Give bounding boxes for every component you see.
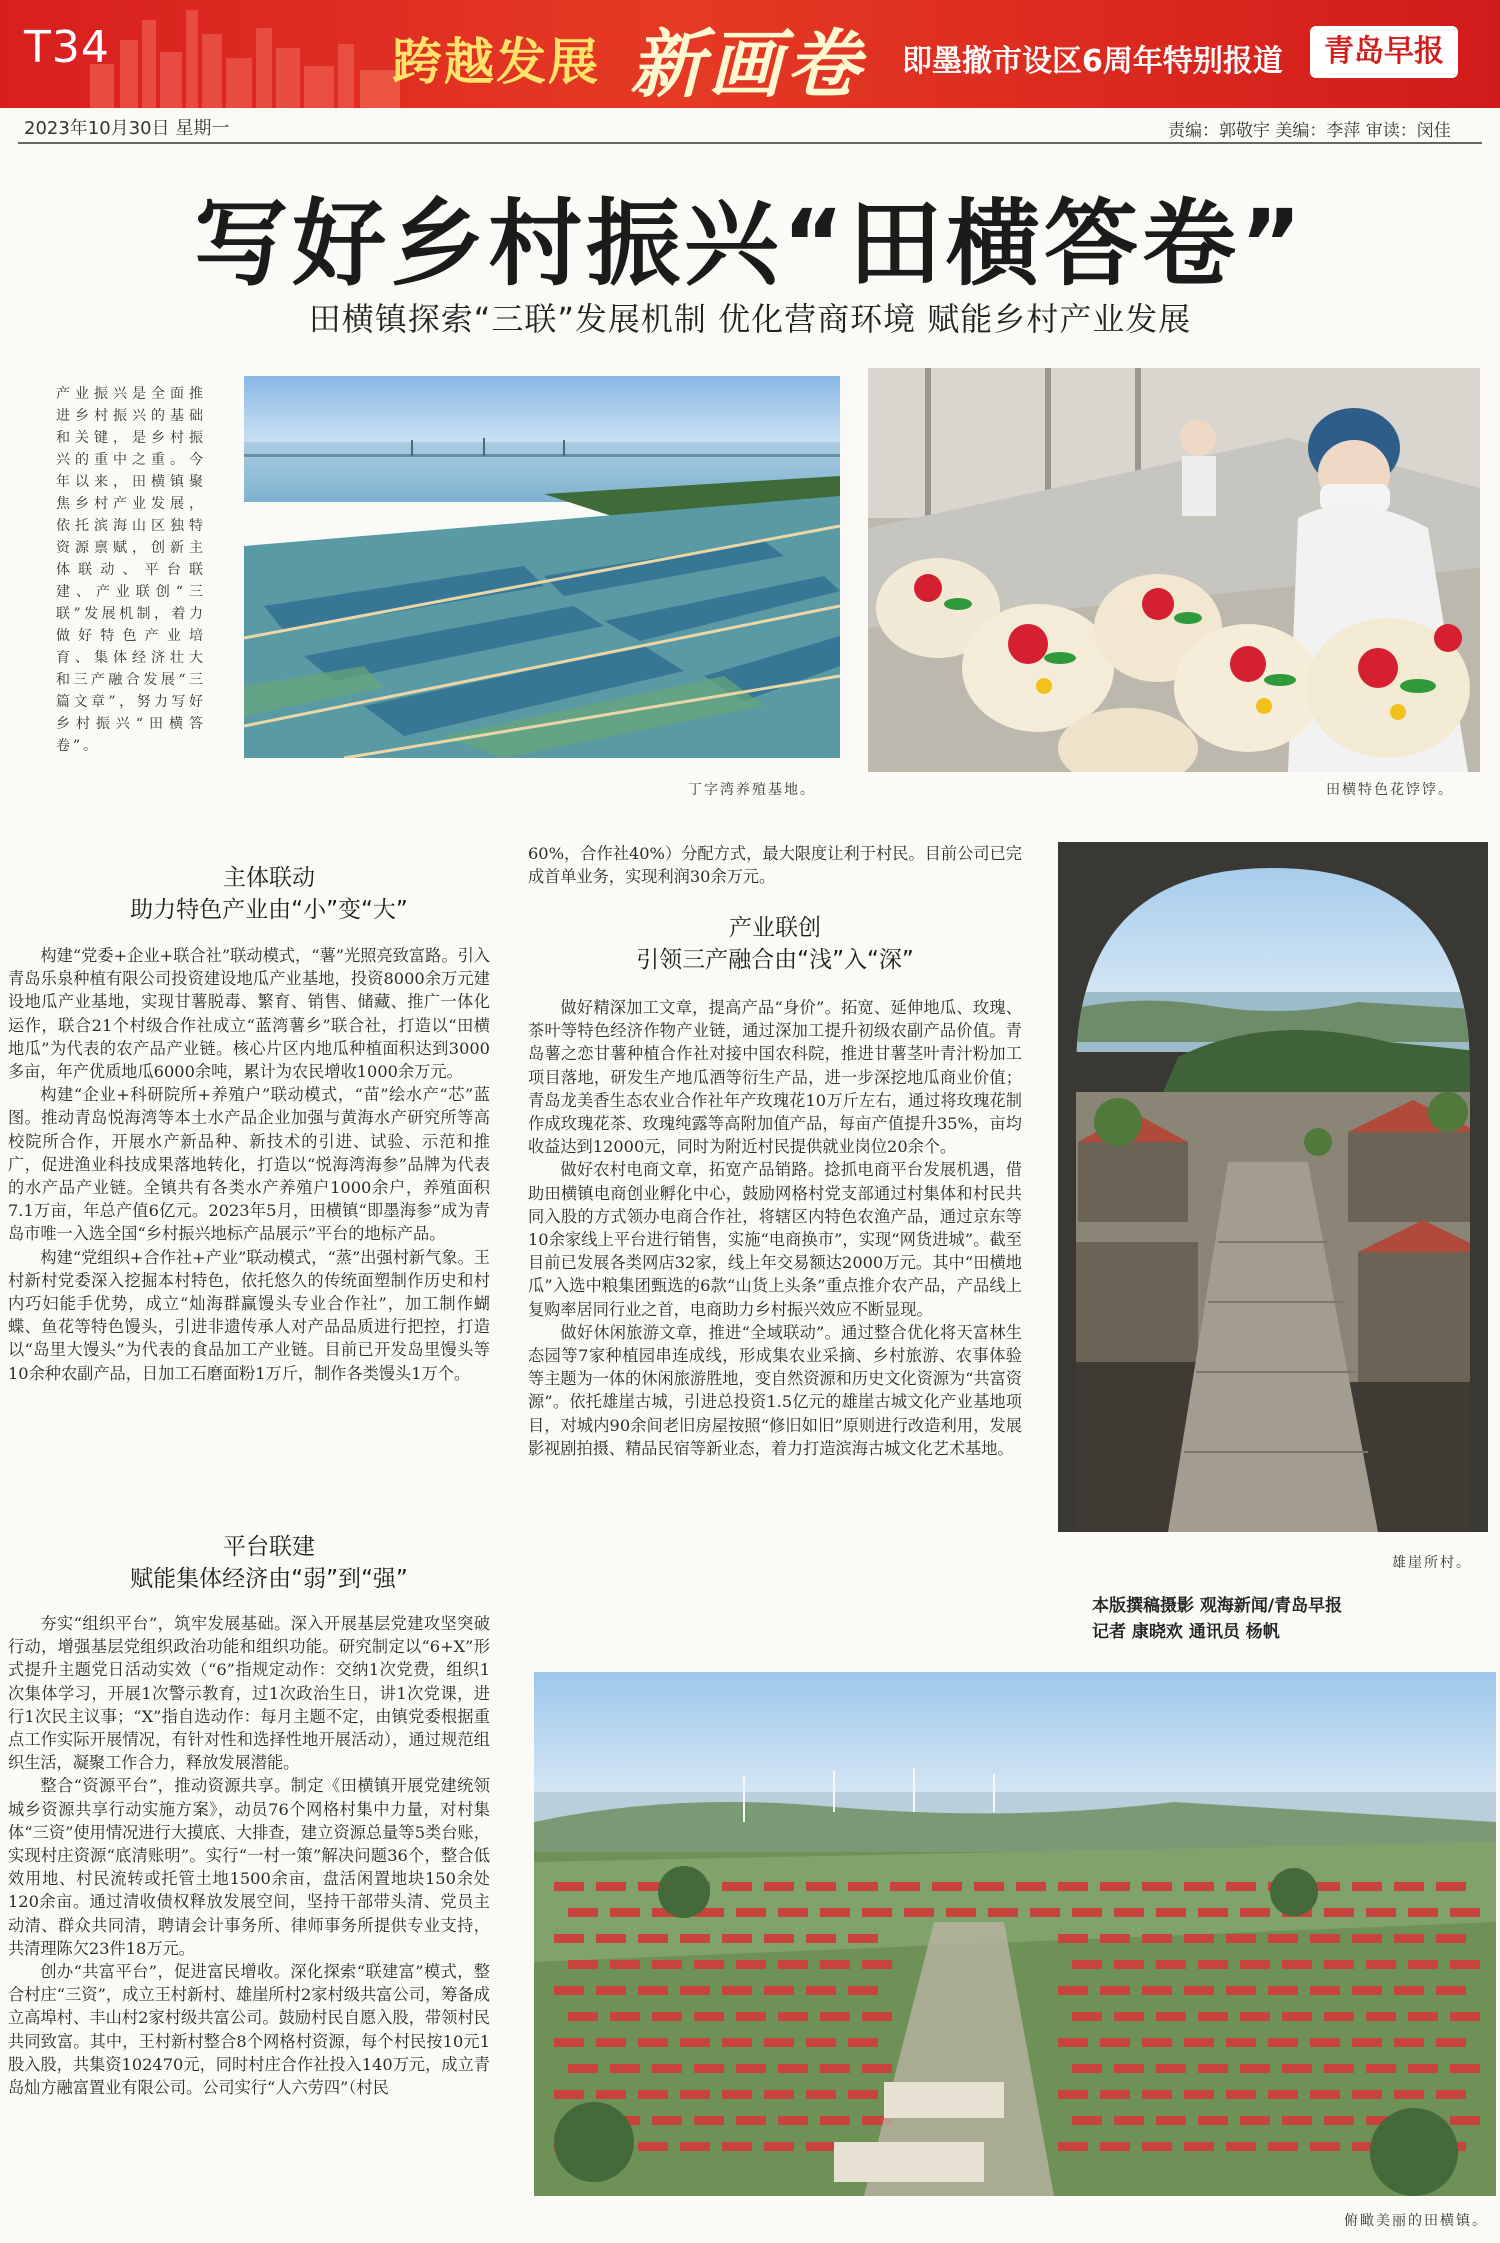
roof-shape xyxy=(1394,1934,1424,1943)
roof-shape xyxy=(1352,1986,1382,1995)
roof-shape xyxy=(1394,1986,1424,1995)
roof-shape xyxy=(680,1986,710,1995)
roof-shape xyxy=(596,1934,626,1943)
roof-shape xyxy=(736,2116,766,2125)
roof-shape xyxy=(554,1934,584,1943)
roof-shape xyxy=(1268,2038,1298,2047)
roof-shape xyxy=(1100,1882,1130,1891)
editor-credits: 责编：郭敬宇 美编：李萍 审读：闵佳 xyxy=(1168,121,1451,141)
roof-shape xyxy=(610,1960,640,1969)
roof-shape xyxy=(1324,1908,1354,1917)
roof-shape xyxy=(1058,2142,1088,2151)
section3-paragraph: 做好农村电商文章，拓宽产品销路。捻抓电商平台发展机遇，借助田横镇电商创业孵化中心，鼓励网格村党支部通过村集体和村民共同入股的方式领办电商合作社，将辖区内特色农渔产品，通过京东等10余家线上平台进行销售，实施“电商换市”，实现“网货进城”。截至目前已发展各类网店32家，线上年交易额达2000万元。其中“田横地瓜”入选中粮集团甄选的6款“山货上头条”重点推介农产品，产品线上复购率居同行业之首，电商助力乡村振兴效应不断显现。 xyxy=(528,1160,1022,1319)
roof-shape xyxy=(1240,1960,1270,1969)
roof-shape xyxy=(1072,2012,1102,2021)
roof-shape xyxy=(722,2142,752,2151)
roof-shape xyxy=(820,2116,850,2125)
roof-shape xyxy=(554,2038,584,2047)
roof-shape xyxy=(1226,1986,1256,1995)
roof-shape xyxy=(1198,1960,1228,1969)
roof-shape xyxy=(806,1882,836,1891)
roof-shape xyxy=(610,1908,640,1917)
roof-shape xyxy=(1142,1882,1172,1891)
flower-buns-caption: 田横特色花饽饽。 xyxy=(1326,782,1454,798)
village-caption: 雄崖所村。 xyxy=(1392,1555,1472,1571)
roof-shape xyxy=(848,1934,878,1943)
roof-shape xyxy=(1226,2142,1256,2151)
roof-shape xyxy=(638,2038,668,2047)
newspaper-logo: 青岛早报 xyxy=(1310,26,1458,78)
roof-shape xyxy=(820,1960,850,1969)
roof-shape xyxy=(848,1882,878,1891)
roof-shape xyxy=(1450,2116,1480,2125)
aquaculture-caption: 丁字湾养殖基地。 xyxy=(688,782,816,798)
page-number: T34 xyxy=(24,22,110,73)
roof-shape xyxy=(1352,1882,1382,1891)
roof-shape xyxy=(722,2090,752,2099)
section2-subtitle: 赋能集体经济由“弱”到“强” xyxy=(130,1566,408,1592)
roof-shape xyxy=(862,2064,892,2073)
roof-shape xyxy=(1072,2064,1102,2073)
roof-shape xyxy=(1268,1986,1298,1995)
roof-shape xyxy=(904,1908,934,1917)
roof-shape xyxy=(610,2064,640,2073)
roof-shape xyxy=(1226,2038,1256,2047)
roof-shape xyxy=(1072,1908,1102,1917)
roof-shape xyxy=(778,2012,808,2021)
roof-shape xyxy=(820,1908,850,1917)
roof-shape xyxy=(1282,1960,1312,1969)
roof-shape xyxy=(1226,1934,1256,1943)
section2-continuation xyxy=(528,842,1022,888)
roof-shape xyxy=(722,1882,752,1891)
roof-shape xyxy=(764,1986,794,1995)
photo-credit xyxy=(1092,1593,1492,1645)
roof-shape xyxy=(988,1908,1018,1917)
roof-shape xyxy=(1310,2090,1340,2099)
roof-shape xyxy=(890,1882,920,1891)
credit-line2: 记者 康晓欢 通讯员 杨帆 xyxy=(1092,1622,1280,1642)
roof-shape xyxy=(1240,2064,1270,2073)
aerial-town-photo xyxy=(534,1672,1496,2196)
credit-line1: 本版撰稿摄影 观海新闻/青岛早报 xyxy=(1092,1596,1343,1616)
roof-shape xyxy=(764,2142,794,2151)
roof-shape xyxy=(1058,1882,1088,1891)
roof-shape xyxy=(1240,2116,1270,2125)
roof-shape xyxy=(1282,2012,1312,2021)
roof-shape xyxy=(568,2064,598,2073)
section2-body xyxy=(8,1612,490,2099)
roof-shape xyxy=(1184,1986,1214,1995)
roof-shape xyxy=(1184,1934,1214,1943)
roof-shape xyxy=(554,1882,584,1891)
roof-shape xyxy=(1436,2038,1466,2047)
roof-shape xyxy=(1226,2090,1256,2099)
roof-shape xyxy=(1142,2142,1172,2151)
roof-shape xyxy=(596,2090,626,2099)
roof-shape xyxy=(1100,1934,1130,1943)
roof-shape xyxy=(1408,1908,1438,1917)
section1-subtitle: 助力特色产业由“小”变“大” xyxy=(130,897,408,923)
roof-shape xyxy=(1450,1908,1480,1917)
roof-shape xyxy=(722,2038,752,2047)
headline: 写好乡村振兴“田横答卷” xyxy=(194,190,1306,299)
roof-shape xyxy=(764,2038,794,2047)
roof-shape xyxy=(820,2012,850,2021)
roof-shape xyxy=(736,2064,766,2073)
roof-shape xyxy=(638,2142,668,2151)
flower-buns-photo xyxy=(868,368,1480,772)
roof-shape xyxy=(974,1882,1004,1891)
section1-body xyxy=(8,944,490,1385)
roof-shape xyxy=(848,1986,878,1995)
roof-shape xyxy=(1058,2090,1088,2099)
roof-shape xyxy=(1058,1986,1088,1995)
roof-shape xyxy=(1072,2116,1102,2125)
section1-heading xyxy=(44,862,494,926)
roof-shape xyxy=(764,1882,794,1891)
roof-shape xyxy=(1100,2090,1130,2099)
roof-shape xyxy=(722,1934,752,1943)
section2-heading xyxy=(44,1531,494,1595)
roof-shape xyxy=(1436,1934,1466,1943)
roof-shape xyxy=(806,2038,836,2047)
roof-shape xyxy=(1142,1934,1172,1943)
roof-shape xyxy=(1114,2064,1144,2073)
roof-shape xyxy=(1282,2116,1312,2125)
roof-shape xyxy=(1184,2038,1214,2047)
roof-shape xyxy=(1436,2090,1466,2099)
roof-shape xyxy=(1114,1960,1144,1969)
roof-shape xyxy=(1184,1882,1214,1891)
roof-shape xyxy=(1408,1960,1438,1969)
roof-shape xyxy=(694,2116,724,2125)
roof-shape xyxy=(1450,2064,1480,2073)
roof-shape xyxy=(806,1934,836,1943)
section2-paragraph: 创办“共富平台”，促进富民增收。深化探索“联建富”模式，整合村庄“三资”，成立王村新村、雄崖所村2家村级共富公司，筹备成立高埠村、丰山村2家村级共富公司。鼓励村民自愿入股，带领村民共同致富。其中，王村新村整合8个网格村资源，每个村民按10元1股入股，共集资102470元，同时村庄合作社投入140万元，成立青岛灿方融富置业有限公司。公司实行“人六劳四”（村民 xyxy=(8,1962,490,2098)
roof-shape xyxy=(1394,1882,1424,1891)
section3-body xyxy=(528,996,1022,1460)
roof-shape xyxy=(806,2090,836,2099)
roof-shape xyxy=(1408,2064,1438,2073)
section2-paragraph: 整合“资源平台”，推动资源共享。制定《田横镇开展党建统领城乡资源共享行动实施方案》，动员76个网格村集中力量，对村集体“三资”使用情况进行大摸底、大排查，建立资源总量等5类台账，实现村庄资源“底清账明”。实行“一村一策”解决问题36个，整合低效用地、村民流转或托管土地1500余亩，盘活闲置地块150余处120余亩。通过清收债权释放发展空间，坚持干部带头清、党员主动清、群众共同清，聘请会计事务所、律师事务所提供专业支持，共清理陈欠23件18万元。 xyxy=(8,1776,490,1958)
roof-shape xyxy=(568,2012,598,2021)
roof-shape xyxy=(652,1960,682,1969)
roof-shape xyxy=(778,2116,808,2125)
roof-shape xyxy=(1450,2012,1480,2021)
aerial-caption: 俯瞰美丽的田横镇。 xyxy=(1344,2213,1488,2229)
issue-date: 2023年10月30日 星期一 xyxy=(24,118,230,139)
section1-paragraph: 构建“党组织+合作社+产业”联动模式，“蒸”出强村新气象。王村新村党委深入挖掘本村特色，依托悠久的传统面塑制作历史和村内巧妇能手优势，成立“灿海群赢馒头专业合作社”，加工制作蝴蝶、鱼花等特色馒头，引进非遗传承人对产品品质进行把控，打造以“岛里大馒头”为代表的食品加工产业链。目前已开发岛里馒头等10余种农副产品，日加工石磨面粉1万斤，制作各类馒头1万个。 xyxy=(8,1247,490,1383)
header-rule xyxy=(18,142,1482,144)
xiongyasuo-village-photo xyxy=(1058,842,1488,1532)
roof-shape xyxy=(1366,2012,1396,2021)
subheadline: 田横镇探索“三联”发展机制 优化营商环境 赋能乡村产业发展 xyxy=(308,300,1192,338)
roof-shape xyxy=(1366,1908,1396,1917)
roof-shape xyxy=(680,2038,710,2047)
roof-shape xyxy=(1324,2064,1354,2073)
roof-shape xyxy=(778,2064,808,2073)
section2-continuation-text: 60%，合作社40%）分配方式，最大限度让利于村民。目前公司已完成首单业务，实现利润30余万元。 xyxy=(528,844,1022,887)
roof-shape xyxy=(736,1960,766,1969)
roof-shape xyxy=(1324,2116,1354,2125)
section3-paragraph: 做好精深加工文章，提高产品“身价”。拓宽、延伸地瓜、玫瑰、茶叶等特色经济作物产业链，通过深加工提升初级农副产品价值。青岛薯之恋甘薯种植合作社对接中国农科院，推进甘薯茎叶青汁粉加工项目落地，研发生产地瓜酒等衍生产品，进一步深挖地瓜商业价值；青岛龙美香生态农业合作社年产玫瑰花10万斤左右，通过将玫瑰花制作成玫瑰花茶、玫瑰纯露等高附加值产品，每亩产值提升35%，亩均收益达到12000元，同时为附近村民提供就业岗位20余个。 xyxy=(528,998,1022,1157)
roof-shape xyxy=(1324,2012,1354,2021)
roof-shape xyxy=(652,2116,682,2125)
roof-shape xyxy=(638,2090,668,2099)
roof-shape xyxy=(1366,2064,1396,2073)
section1-paragraph: 构建“党委+企业+联合社”联动模式，“薯”光照亮致富路。引入青岛乐泉种植有限公司投资建设地瓜产业基地，投资8000余万元建设地瓜产业基地，实现甘薯脱毒、繁育、销售、储藏、推广一体化运作，联合21个村级合作社成立“蓝湾薯乡”联合社，打造以“田横地瓜”为代表的农产品产业链。核心片区内地瓜种植面积达到3000多亩，年产优质地瓜6000余吨，累计为农民增收1000余万元。 xyxy=(8,946,490,1082)
roof-shape xyxy=(1184,2142,1214,2151)
roof-shape xyxy=(596,1986,626,1995)
roof-shape xyxy=(1156,2116,1186,2125)
roof-shape xyxy=(554,1986,584,1995)
roof-shape xyxy=(694,2012,724,2021)
roof-shape xyxy=(1142,2038,1172,2047)
roof-shape xyxy=(568,1908,598,1917)
roof-shape xyxy=(1436,1986,1466,1995)
roof-shape xyxy=(862,2012,892,2021)
roof-shape xyxy=(1114,1908,1144,1917)
roof-shape xyxy=(554,2090,584,2099)
roof-shape xyxy=(610,2012,640,2021)
roof-shape xyxy=(946,1908,976,1917)
page-banner xyxy=(0,0,1500,108)
roof-shape xyxy=(1156,2064,1186,2073)
roof-shape xyxy=(764,2090,794,2099)
section1-title: 主体联动 xyxy=(223,865,315,891)
roof-shape xyxy=(1366,1960,1396,1969)
roof-shape xyxy=(848,2038,878,2047)
roof-shape xyxy=(1100,2142,1130,2151)
roof-shape xyxy=(806,1986,836,1995)
banner-title-part1: 跨越发展 xyxy=(392,33,600,91)
roof-shape xyxy=(736,2012,766,2021)
roof-shape xyxy=(1198,2064,1228,2073)
roof-shape xyxy=(1436,1882,1466,1891)
roof-shape xyxy=(1352,2038,1382,2047)
roof-shape xyxy=(596,2038,626,2047)
roof-shape xyxy=(1394,2090,1424,2099)
roof-shape xyxy=(1310,2038,1340,2047)
roof-shape xyxy=(1352,1934,1382,1943)
roof-shape xyxy=(1030,1908,1060,1917)
roof-shape xyxy=(1114,2116,1144,2125)
roof-shape xyxy=(1268,2142,1298,2151)
roof-shape xyxy=(1156,1960,1186,1969)
roof-shape xyxy=(1310,1986,1340,1995)
lead-paragraph: 产业振兴是全面推进乡村振兴的基础和关键，是乡村振兴的重中之重。今年以来，田横镇聚焦乡村产业发展，依托滨海山区独特资源禀赋，创新主体联动、平台联建、产业联创“三联”发展机制，着力做好特色产业培育、集体经济壮大和三产融合发展“三篇文章”，努力写好乡村振兴“田横答卷”。 xyxy=(56,386,206,754)
section1-paragraph: 构建“企业+科研院所+养殖户”联动模式，“苗”绘水产“芯”蓝图。推动青岛悦海湾等本土水产品企业加强与黄海水产研究所等高校院所合作，开展水产新品种、新技术的引进、试验、示范和推广，促进渔业科技成果落地转化，打造以“悦海湾海参”品牌为代表的水产品产业链。全镇共有各类水产养殖户1000余户，养殖面积7.1万亩，年总产值6亿元。2023年5月，田横镇“即墨海参”成为青岛市唯一入选全国“乡村振兴地标产品展示”平台的地标产品。 xyxy=(8,1085,490,1244)
roof-shape xyxy=(1156,2012,1186,2021)
roof-shape xyxy=(1058,2038,1088,2047)
roof-shape xyxy=(568,1960,598,1969)
roof-shape xyxy=(1156,1908,1186,1917)
roof-shape xyxy=(1408,2012,1438,2021)
roof-shape xyxy=(1240,2012,1270,2021)
roof-shape xyxy=(1142,1986,1172,1995)
section3-paragraph: 做好休闲旅游文章，推进“全域联动”。通过整合优化将天富林生态园等7家种植园串连成线，形成集农业采摘、乡村旅游、农事体验等主题为一体的休闲旅游胜地，变自然资源和历史文化资源为“共富资源”。依托雄崖古城，引进总投资1.5亿元的雄崖古城文化产业基地项目，对城内90余间老旧房屋按照“修旧如旧”原则进行改造利用，发展影视剧拍摄、精品民宿等新业态，着力打造滨海古城文化艺术基地。 xyxy=(528,1322,1022,1458)
roof-shape xyxy=(1394,2038,1424,2047)
roof-shape xyxy=(1142,2090,1172,2099)
roof-shape xyxy=(694,2064,724,2073)
roof-shape xyxy=(862,1960,892,1969)
roof-shape xyxy=(1184,2090,1214,2099)
roof-shape xyxy=(680,2142,710,2151)
roof-shape xyxy=(1310,1934,1340,1943)
roof-shape xyxy=(652,2064,682,2073)
section2-paragraph: 夯实“组织平台”，筑牢发展基础。深入开展基层党建攻坚突破行动，增强基层党组织政治功能和组织功能。研究制定以“6+X”形式提升主题党日活动实效（“6”指规定动作：交纳1次党费，组织1次集体学习，开展1次警示教育，过1次政治生日，讲1次党课，进行1次民主议事；“X”指自选动作：每月主题不定，由镇党委根据重点工作实际开展情况，有针对性和选择性地开展活动），通过规范组织生活，凝聚工作合力，释放发展潜能。 xyxy=(8,1614,490,1773)
roof-shape xyxy=(1100,2038,1130,2047)
roof-shape xyxy=(694,1960,724,1969)
roof-shape xyxy=(638,1934,668,1943)
roof-shape xyxy=(1114,2012,1144,2021)
roof-shape xyxy=(848,2090,878,2099)
roof-shape xyxy=(1016,1882,1046,1891)
roof-shape xyxy=(652,2012,682,2021)
roof-shape xyxy=(638,1986,668,1995)
section3-title: 产业联创 xyxy=(729,915,821,941)
section3-heading xyxy=(528,912,1022,976)
section2-title: 平台联建 xyxy=(223,1534,315,1560)
roof-shape xyxy=(1198,1908,1228,1917)
roof-shape xyxy=(1268,2090,1298,2099)
roof-shape xyxy=(862,1908,892,1917)
roof-shape xyxy=(764,1934,794,1943)
roof-shape xyxy=(1072,1960,1102,1969)
roof-shape xyxy=(1226,1882,1256,1891)
roof-shape xyxy=(1310,2142,1340,2151)
roof-shape xyxy=(1198,2116,1228,2125)
roof-shape xyxy=(736,1908,766,1917)
roof-shape xyxy=(806,2142,836,2151)
roof-shape xyxy=(596,1882,626,1891)
roof-shape xyxy=(1058,1934,1088,1943)
aquaculture-base-photo xyxy=(244,376,840,758)
banner-title-part2: 新画卷 xyxy=(630,22,864,108)
roof-shape xyxy=(1450,1960,1480,1969)
roof-shape xyxy=(1100,1986,1130,1995)
roof-shape xyxy=(1324,1960,1354,1969)
roof-shape xyxy=(1240,1908,1270,1917)
roof-shape xyxy=(820,2064,850,2073)
section3-subtitle: 引领三产融合由“浅”入“深” xyxy=(636,947,914,973)
roof-shape xyxy=(1198,2012,1228,2021)
special-report-label: 即墨撤市设区6周年特别报道 xyxy=(902,44,1283,79)
roof-shape xyxy=(778,1908,808,1917)
roof-shape xyxy=(932,1882,962,1891)
roof-shape xyxy=(1282,2064,1312,2073)
roof-shape xyxy=(778,1960,808,1969)
roof-shape xyxy=(722,1986,752,1995)
roof-shape xyxy=(1352,2090,1382,2099)
roof-shape xyxy=(680,1934,710,1943)
roof-shape xyxy=(680,2090,710,2099)
roof-shape xyxy=(1268,1934,1298,1943)
